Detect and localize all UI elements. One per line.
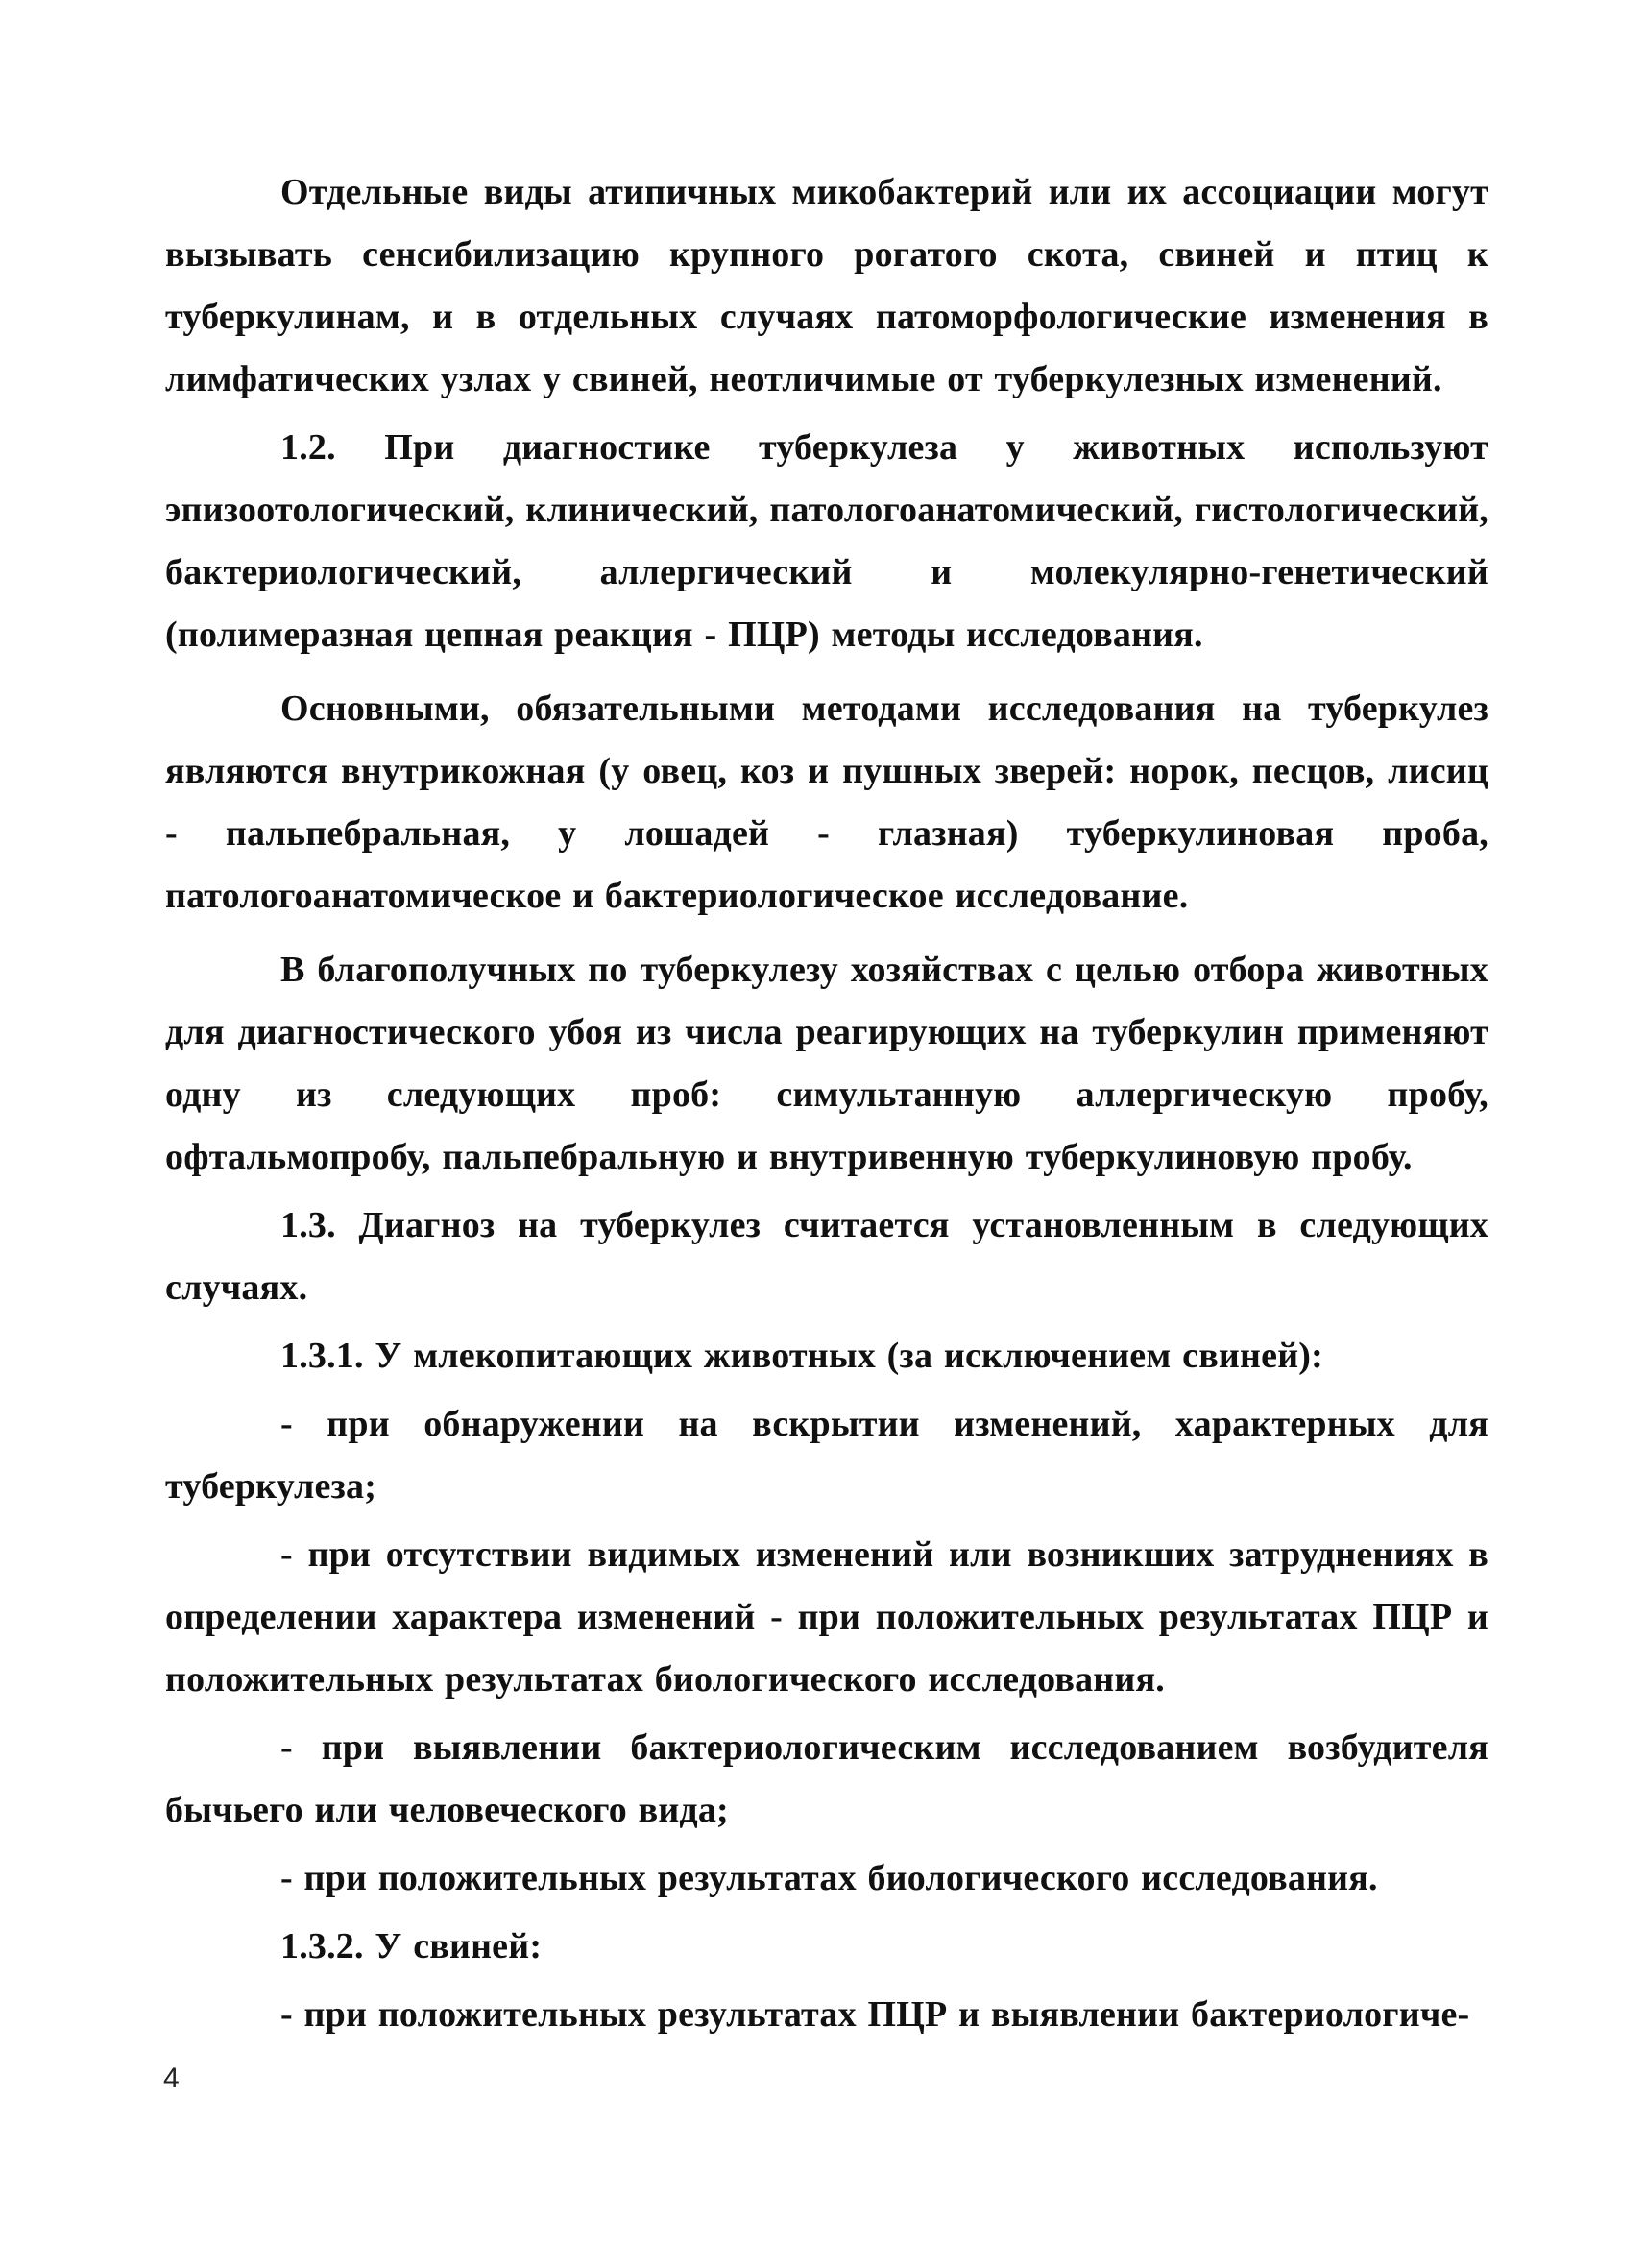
paragraph-main-methods: Основными, обязательными методами исследования на туберкулез являются внутрикожная (у овец, коз и пушных зверей: норок, песцов, лисиц - пальпебральная, у лошадей - глазная) туберкулиновая проба, патологоанатомическое и бактериологическое исследование. bbox=[165, 688, 1488, 916]
paragraph-1-3-diagnosis: 1.3. Диагноз на туберкулез считается установленным в следующих случаях. bbox=[165, 1205, 1488, 1308]
list-item-bacteriological: - при выявлении бактериологическим исследованием возбудителя бычьего или человеческого вида; bbox=[165, 1727, 1488, 1830]
list-item-no-visible-changes: - при отсутствии видимых изменений или возникших затруднениях в определении характера изменений - при положительных результатах ПЦР и положительных результатах биологического исследования. bbox=[165, 1534, 1488, 1700]
paragraph-atypical-mycobacteria: Отдельные виды атипичных микобактерий или их ассоциации могут вызывать сенсибилизацию крупного рогатого скота, свиней и птиц к туберкулинам, и в отдельных случаях патоморфологические изменения в лимфатических узлах у свиней, неотличимые от туберкулезных изменений. bbox=[165, 172, 1488, 399]
page-number: 4 bbox=[163, 2063, 180, 2094]
paragraph-safe-farms: В благополучных по туберкулезу хозяйствах с целью отбора животных для диагностического убоя из числа реагирующих на туберкулин применяют одну из следующих проб: симультанную аллергическую пробу, офтальмопробу, пальпебральную и внутривенную туберкулиновую пробу. bbox=[165, 950, 1488, 1177]
list-item-biological: - при положительных результатах биологического исследования. bbox=[280, 1858, 1378, 1898]
list-item-pcr-pigs: - при положительных результатах ПЦР и выявлении бактериологиче- bbox=[280, 1994, 1470, 2035]
document-body bbox=[165, 161, 1488, 2046]
paragraph-1-3-1-mammals: 1.3.1. У млекопитающих животных (за исключением свиней): bbox=[280, 1336, 1323, 1376]
paragraph-1-2-diagnostics: 1.2. При диагностике туберкулеза у животных используют эпизоотологический, клинический, патологоанатомический, гистологический, бактериологический, аллергический и молекулярно-генетический (полимеразная цепная реакция - ПЦР) методы исследования. bbox=[165, 427, 1488, 655]
list-item-autopsy: - при обнаружении на вскрытии изменений, характерных для туберкулеза; bbox=[165, 1404, 1488, 1507]
paragraph-1-3-2-pigs: 1.3.2. У свиней: bbox=[280, 1926, 543, 1966]
